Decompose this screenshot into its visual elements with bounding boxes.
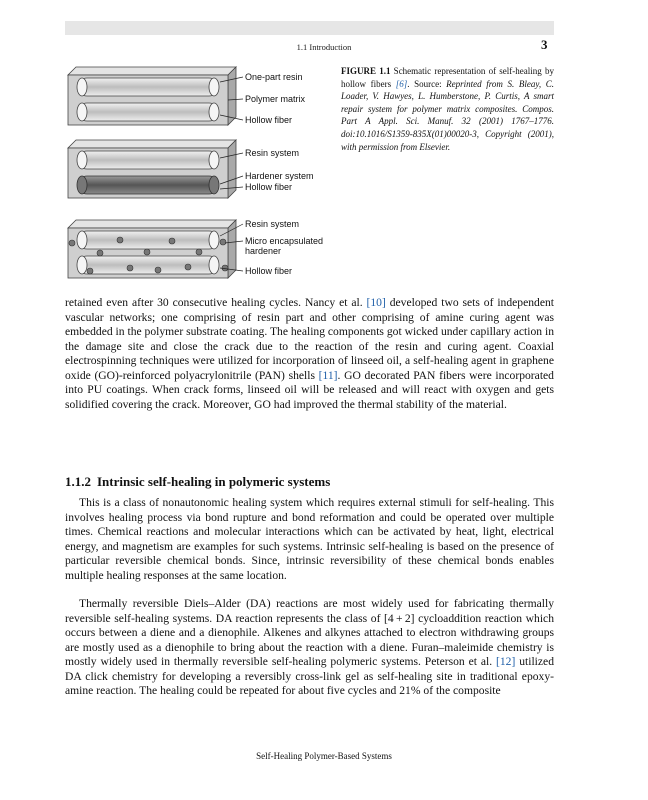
block-two-part — [68, 140, 236, 198]
caption-source-label: . Source: — [407, 78, 447, 89]
caption-reference-link[interactable]: [6] — [395, 78, 408, 89]
figure-caption — [341, 65, 554, 153]
paragraph-diels-alder — [65, 597, 554, 699]
reference-link-11[interactable]: [11] — [318, 368, 338, 382]
label-micro-encapsulated: Micro encapsulated — [245, 236, 324, 246]
header-bar — [65, 21, 554, 35]
figure-number: FIGURE 1.1 — [341, 66, 391, 76]
section-heading — [65, 474, 554, 490]
paragraph-text: retained even after 30 consecutive healing cycles. Nancy et al. — [65, 296, 367, 309]
label-resin-system-1: Resin system — [245, 148, 300, 158]
paragraph-text: utilized DA click chemistry for developing a reversibly cross-link gel as self-healing site in traditional epoxy-amine reaction. The healing could be repeated for about five cycles and 21% of the composite — [65, 655, 554, 697]
label-hollow-fiber-1: Hollow fiber — [245, 115, 293, 125]
label-resin-system-2: Resin system — [245, 219, 300, 229]
label-hardener-system: Hardener system — [245, 171, 314, 181]
block-micro-encapsulated — [68, 220, 236, 278]
label-hollow-fiber-2: Hollow fiber — [245, 182, 293, 192]
paragraph-text: developed two sets of independent vascular networks; one comprising of resin part and other comprising of amine curing agent was embedded in the polymer substrate coating. The healing components got wicked under capillary action in the damage site and close the crack due to the reaction of the resin and curing agent. Coaxial electrospinning techniques were utilized for incorporation of linseed oil, a self-healing agent in graphene oxide (GO)-reinforced polyacrylonitrile (PAN) shells — [65, 296, 554, 382]
section-title: Intrinsic self-healing in polymeric systems — [97, 474, 331, 489]
paragraph-text: . GO decorated PAN fibers were incorporated into PU coatings. When crack forms, linseed oil will be released and will react with oxygen and gets solidified covering the crack. Moreover, GO had improved the thermal stability of the material. — [65, 368, 554, 411]
caption-source-text: Reprinted from S. Bleay, C. Loader, V. Hawyes, L. Humberstone, P. Curtis, A smart repair system for polymer matrix composites. Compos. Part A Appl. Sci. Manuf. 32 (2001) 1767–1776. doi:10.1016/S1359-835X(01)00020-3, Copyright (2001), with permission from Elsevier. — [341, 78, 554, 152]
label-hardener: hardener — [245, 246, 282, 256]
page-number: 3 — [541, 37, 548, 52]
paragraph-vascular-networks — [65, 296, 554, 412]
section-number: 1.1.2 — [65, 474, 91, 489]
figure-schematic — [60, 60, 330, 285]
label-hollow-fiber-3: Hollow fiber — [245, 266, 293, 276]
reference-link-12[interactable]: [12] — [496, 655, 516, 668]
paragraph-text: Thermally reversible Diels–Alder (DA) reactions are most widely used for fabricating thermally reversible self-healing systems. DA reaction represents the class of [4 + 2] cycloaddition reaction which occurs between a diene and a dienophile. Alkenes and alkynes attached to electron withdrawing groups are mostly used as a dienophile to bring about the reaction with a diene. Furan–maleimide chemistry is mostly widely used in thermally reversible self-healing polymeric systems. Peterson et al. — [65, 597, 554, 668]
block-one-part-resin — [68, 67, 236, 125]
paragraph-intrinsic: This is a class of nonautonomic healing system which requires external stimuli for self-healing. This involves healing process via bond rupture and bond reformation and could be operated over multiple times. Chemical reactions and molecular interactions which can be activated by heat, light, electrical energy, and magnetism are examples for such systems. Intrinsic self-healing is based on the presence of particular reversible chemical bonds. Since, intrinsic reversibility of these chemical bonds enables multiple healing responses at the same location. — [65, 496, 554, 582]
caption-text: Schematic representation of self-healing by hollow fibers — [341, 66, 554, 89]
footer-book-title: Self-Healing Polymer-Based Systems — [256, 751, 392, 761]
reference-link-10[interactable]: [10] — [366, 296, 386, 309]
label-polymer-matrix: Polymer matrix — [245, 94, 306, 104]
label-one-part-resin: One-part resin — [245, 72, 303, 82]
running-head: 1.1 Introduction — [296, 42, 352, 52]
